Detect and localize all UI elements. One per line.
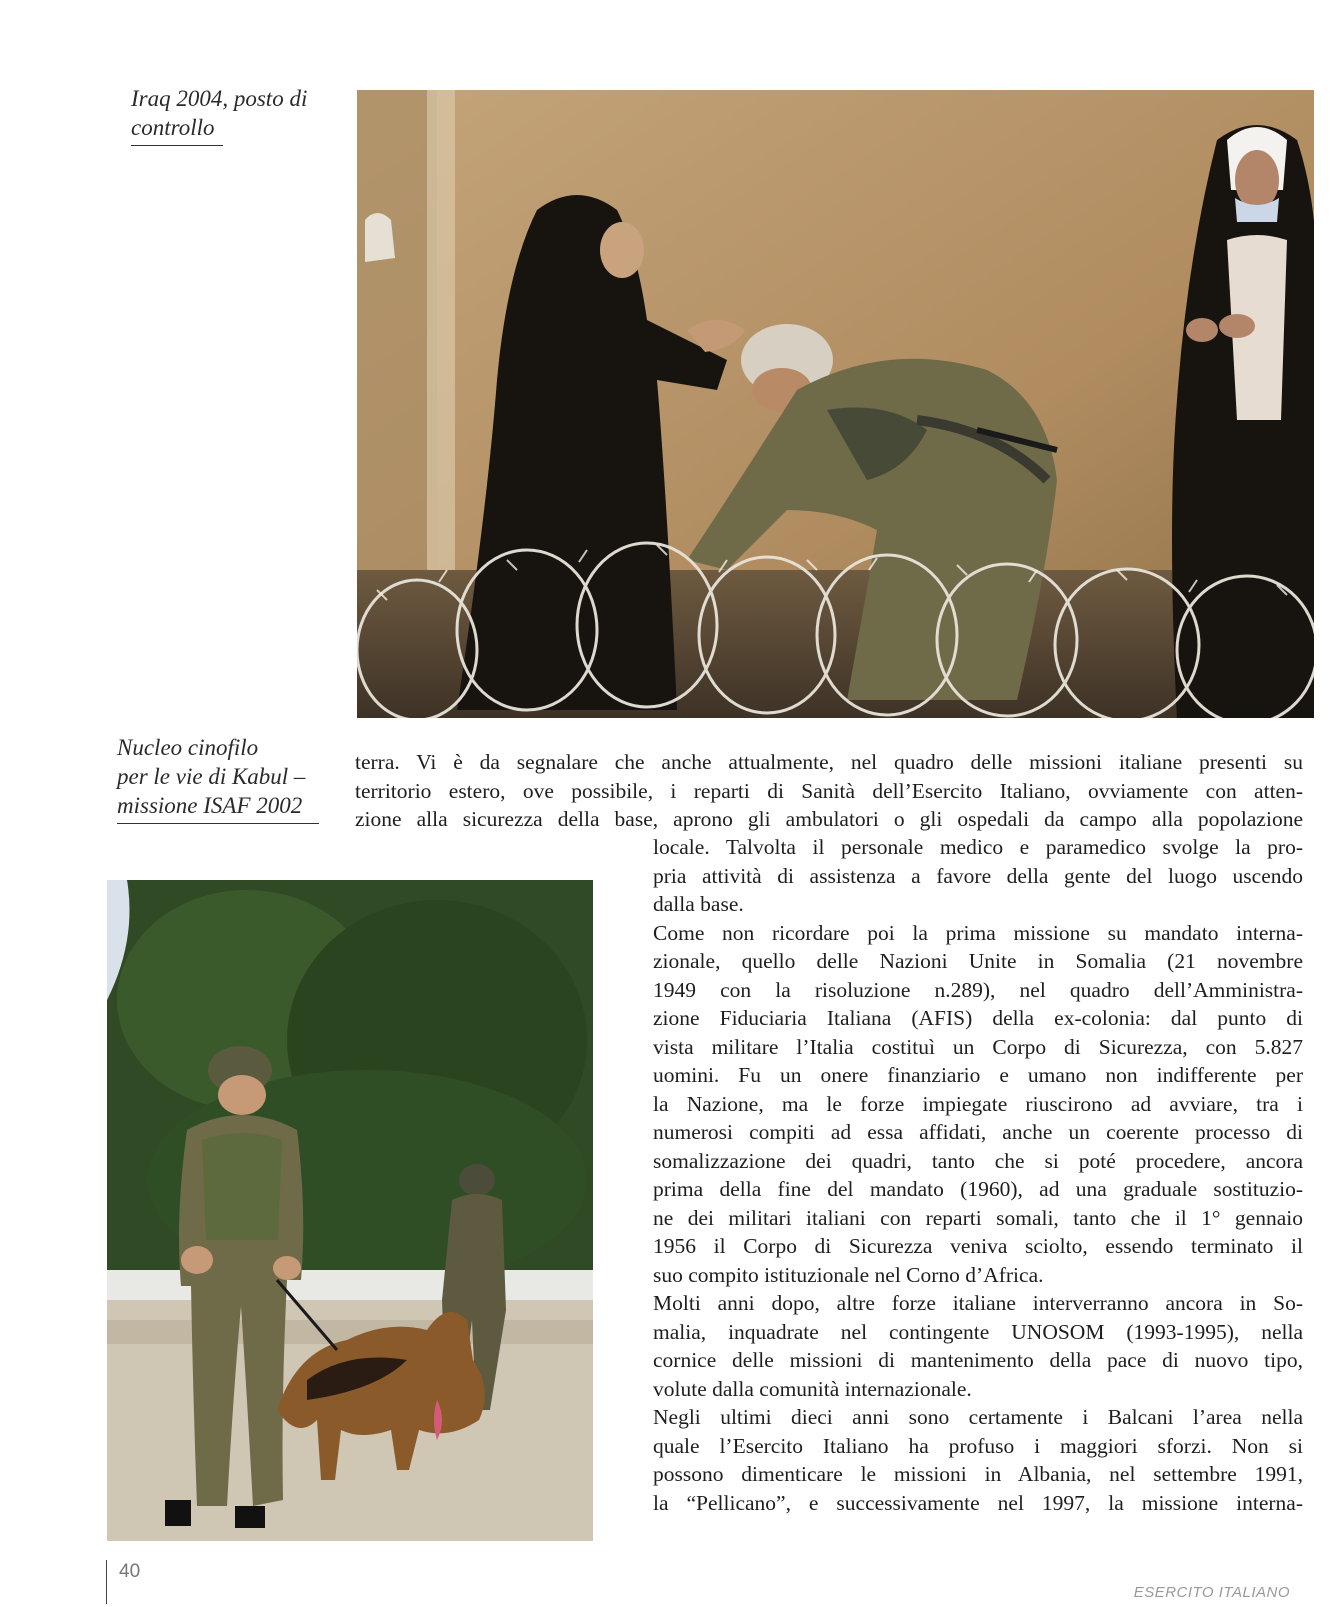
caption-line: per le vie di Kabul – [117,764,306,789]
running-footer-title: ESERCITO ITALIANO [1133,1584,1290,1601]
text-line: zione alla sicurezza della base, aprono gli ambulatori o gli ospedali da campo alla popolazione [355,807,1303,831]
text-line: zionale, quello delle Nazioni Unite in Somalia (21 novembre [653,949,1303,973]
photo-caption-iraq [131,84,336,146]
caption-underline [131,145,223,146]
text-line: somalizzazione dei quadri, tanto che si poté procedere, ancora [653,1148,1303,1173]
text-line: volute dalla comunità internazionale. [653,1376,972,1401]
text-line: Negli ultimi dieci anni sono certamente i Balcani l’area nella [653,1405,1303,1429]
photo-iraq-checkpoint [357,90,1314,718]
text-line: dalla base. [653,892,744,916]
text-line: uomini. Fu un onere finanziario e umano non indifferente per [653,1063,1303,1087]
caption-underline [117,823,319,824]
text-line: zione Fiduciaria Italiana (AFIS) della ex-colonia: dal punto di [653,1006,1303,1030]
kabul-photo-illustration [107,880,593,1541]
text-line: la “Pellicano”, e successivamente nel 1997, la missione interna- [653,1490,1303,1515]
caption-line: controllo [131,115,215,140]
text-line: la Nazione, ma le forze impiegate riuscirono ad avviare, tra i [653,1091,1303,1116]
iraq-photo-illustration [357,90,1314,718]
text-line: pria attività di assistenza a favore della gente del luogo uscendo [653,863,1303,888]
text-line: terra. Vi è da segnalare che anche attualmente, nel quadro delle missioni italiane presenti su [355,750,1303,774]
caption-line: missione ISAF 2002 [117,793,303,818]
text-line: vista militare l’Italia costituì un Corpo di Sicurezza, con 5.827 [653,1034,1303,1059]
article-text-column [653,833,1303,1517]
text-line: possono dimenticare le missioni in Albania, nel settembre 1991, [653,1462,1303,1486]
text-line: Come non ricordare poi la prima missione su mandato interna- [653,920,1303,945]
text-line: territorio estero, ove possibile, i reparti di Sanità dell’Esercito Italiano, ovviamente con atten- [355,778,1303,803]
text-line: prima della fine del mandato (1960), ad una graduale sostituzio- [653,1177,1303,1201]
caption-line: Nucleo cinofilo [117,735,259,760]
article-text-wide [355,748,1303,834]
text-line: Molti anni dopo, altre forze italiane interverranno ancora in So- [653,1291,1303,1315]
text-line: locale. Talvolta il personale medico e paramedico svolge la pro- [653,835,1303,859]
text-line: 1949 con la risoluzione n.289), nel quadro dell’Amministra- [653,977,1303,1002]
text-line: ne dei militari italiani con reparti somali, tanto che il 1° gennaio [653,1205,1303,1230]
photo-caption-kabul [117,733,327,824]
text-line: 1956 il Corpo di Sicurezza veniva sciolto, essendo terminato il [653,1234,1303,1258]
text-line: numerosi compiti ad essa affidati, anche un coerente processo di [653,1120,1303,1144]
photo-kabul-dog-unit [107,880,593,1541]
text-line: suo compito istituzionale nel Corno d’Africa. [653,1262,1044,1287]
text-line: malia, inquadrate nel contingente UNOSOM (1993-1995), nella [653,1319,1303,1344]
text-line: quale l’Esercito Italiano ha profuso i maggiori sforzi. Non si [653,1433,1303,1458]
text-line: cornice delle missioni di mantenimento della pace di nuovo tipo, [653,1348,1303,1372]
page-number: 40 [106,1560,140,1604]
caption-line: Iraq 2004, posto di [131,86,308,111]
